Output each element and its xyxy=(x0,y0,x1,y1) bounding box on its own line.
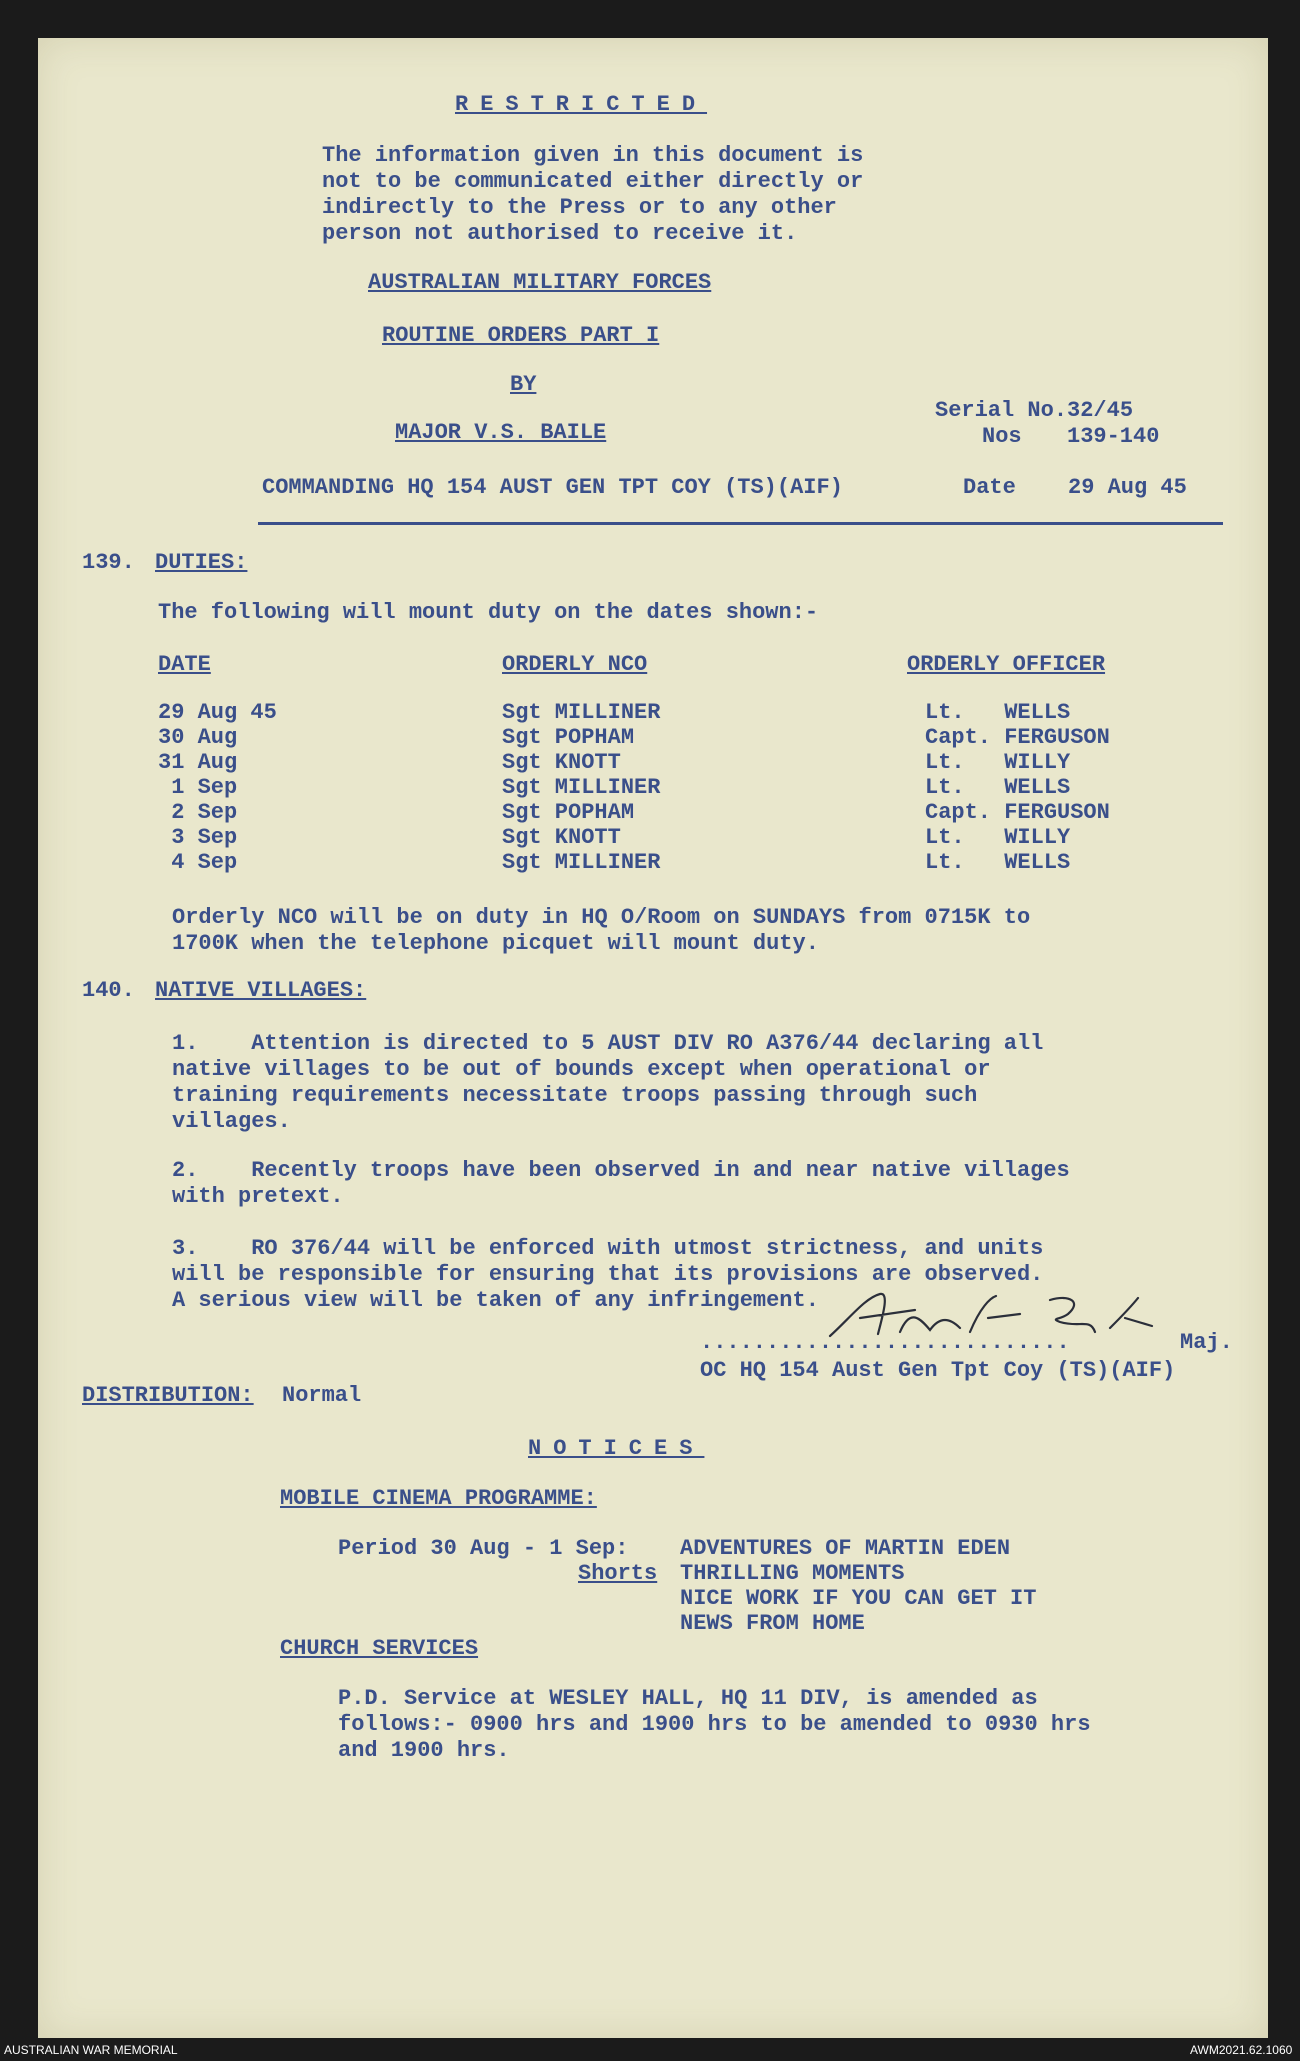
officer-name: MAJOR V.S. BAILE xyxy=(395,420,607,445)
col-nco-header: ORDERLY NCO xyxy=(502,652,648,677)
cinema-short-3: NEWS FROM HOME xyxy=(680,1611,865,1636)
duty-row-date: 31 Aug xyxy=(158,750,238,775)
duties-heading: DUTIES: xyxy=(155,550,248,575)
distribution-label: DISTRIBUTION: xyxy=(82,1383,254,1408)
villages-para2-line-1: 2. Recently troops have been observed in and near native villages xyxy=(172,1158,1070,1183)
duty-row-nco: Sgt MILLINER xyxy=(502,700,661,725)
villages-para3-line-1: 3. RO 376/44 will be enforced with utmost strictness, and units xyxy=(172,1236,1044,1261)
col-date-header: DATE xyxy=(158,652,211,677)
orders-title: ROUTINE ORDERS PART I xyxy=(382,323,660,348)
by-label: BY xyxy=(510,372,537,397)
church-line-3: and 1900 hrs. xyxy=(338,1738,510,1763)
duty-row-nco: Sgt POPHAM xyxy=(502,725,635,750)
restricted-heading: RESTRICTED xyxy=(455,92,708,117)
nos-value: 139-140 xyxy=(1067,424,1160,449)
duty-row-officer: Capt. FERGUSON xyxy=(925,725,1110,750)
col-officer-header: ORDERLY OFFICER xyxy=(907,652,1106,677)
duty-row-officer: Lt. WILLY xyxy=(925,750,1071,775)
villages-para1-line-3: training requirements necessitate troops passing through such xyxy=(172,1083,978,1108)
duty-row-date: 3 Sep xyxy=(158,825,238,850)
signature-title: OC HQ 154 Aust Gen Tpt Coy (TS)(AIF) xyxy=(700,1358,1176,1383)
duty-row-date: 30 Aug xyxy=(158,725,238,750)
duties-intro: The following will mount duty on the dates shown:- xyxy=(158,600,819,625)
cinema-shorts-label: Shorts xyxy=(578,1561,658,1586)
duty-row-nco: Sgt KNOTT xyxy=(502,825,621,850)
duty-row-officer: Capt. FERGUSON xyxy=(925,800,1110,825)
warning-line-4: person not authorised to receive it. xyxy=(322,221,798,246)
duty-row-date: 29 Aug 45 xyxy=(158,700,277,725)
signature-rank: Maj. xyxy=(1180,1330,1233,1355)
duties-note-line-1: Orderly NCO will be on duty in HQ O/Room on SUNDAYS from 0715K to xyxy=(172,905,1031,930)
org-heading: AUSTRALIAN MILITARY FORCES xyxy=(368,270,712,295)
signature-dots: ............................ xyxy=(700,1330,1070,1355)
villages-para1-line-2: native villages to be out of bounds except when operational or xyxy=(172,1057,991,1082)
duty-row-officer: Lt. WELLS xyxy=(925,775,1071,800)
church-line-2: follows:- 0900 hrs and 1900 hrs to be amended to 0930 hrs xyxy=(338,1712,1091,1737)
villages-para1-line-4: villages. xyxy=(172,1109,291,1134)
cinema-heading: MOBILE CINEMA PROGRAMME: xyxy=(280,1486,597,1511)
duty-row-date: 4 Sep xyxy=(158,850,238,875)
footer-accession-number: AWM2021.62.1060 xyxy=(1190,2043,1293,2057)
distribution-value: Normal xyxy=(282,1383,362,1408)
church-heading: CHURCH SERVICES xyxy=(280,1636,479,1661)
warning-line-2: not to be communicated either directly or xyxy=(322,169,864,194)
date-label: Date xyxy=(963,475,1016,500)
church-line-1: P.D. Service at WESLEY HALL, HQ 11 DIV, is amended as xyxy=(338,1686,1038,1711)
duty-row-nco: Sgt MILLINER xyxy=(502,775,661,800)
header-divider xyxy=(258,522,1223,525)
command-line: COMMANDING HQ 154 AUST GEN TPT COY (TS)(AIF) xyxy=(262,475,843,500)
villages-para3-line-2: will be responsible for ensuring that its provisions are observed. xyxy=(172,1262,1044,1287)
serial-number: Serial No.32/45 xyxy=(935,398,1134,423)
footer-archive-name: AUSTRALIAN WAR MEMORIAL xyxy=(4,2043,178,2057)
duty-row-date: 1 Sep xyxy=(158,775,238,800)
item-number-140: 140. xyxy=(82,978,135,1003)
nos-label: Nos xyxy=(982,424,1022,449)
duty-row-date: 2 Sep xyxy=(158,800,238,825)
villages-para1-line-1: 1. Attention is directed to 5 AUST DIV RO A376/44 declaring all xyxy=(172,1031,1044,1056)
duty-row-officer: Lt. WILLY xyxy=(925,825,1071,850)
date-value: 29 Aug 45 xyxy=(1068,475,1187,500)
cinema-short-2: NICE WORK IF YOU CAN GET IT xyxy=(680,1586,1037,1611)
duty-row-nco: Sgt POPHAM xyxy=(502,800,635,825)
villages-para3-line-3: A serious view will be taken of any infringement. xyxy=(172,1288,819,1313)
warning-line-1: The information given in this document is xyxy=(322,143,864,168)
villages-para2-line-2: with pretext. xyxy=(172,1184,344,1209)
notices-heading: NOTICES xyxy=(528,1436,705,1461)
duty-row-officer: Lt. WELLS xyxy=(925,850,1071,875)
duty-row-nco: Sgt KNOTT xyxy=(502,750,621,775)
villages-heading: NATIVE VILLAGES: xyxy=(155,978,367,1003)
cinema-short-1: THRILLING MOMENTS xyxy=(680,1561,905,1586)
cinema-feature: ADVENTURES OF MARTIN EDEN xyxy=(680,1536,1011,1561)
cinema-period: Period 30 Aug - 1 Sep: xyxy=(338,1536,629,1561)
item-number-139: 139. xyxy=(82,550,135,575)
duties-note-line-2: 1700K when the telephone picquet will mount duty. xyxy=(172,931,819,956)
duty-row-nco: Sgt MILLINER xyxy=(502,850,661,875)
warning-line-3: indirectly to the Press or to any other xyxy=(322,195,837,220)
duty-row-officer: Lt. WELLS xyxy=(925,700,1071,725)
